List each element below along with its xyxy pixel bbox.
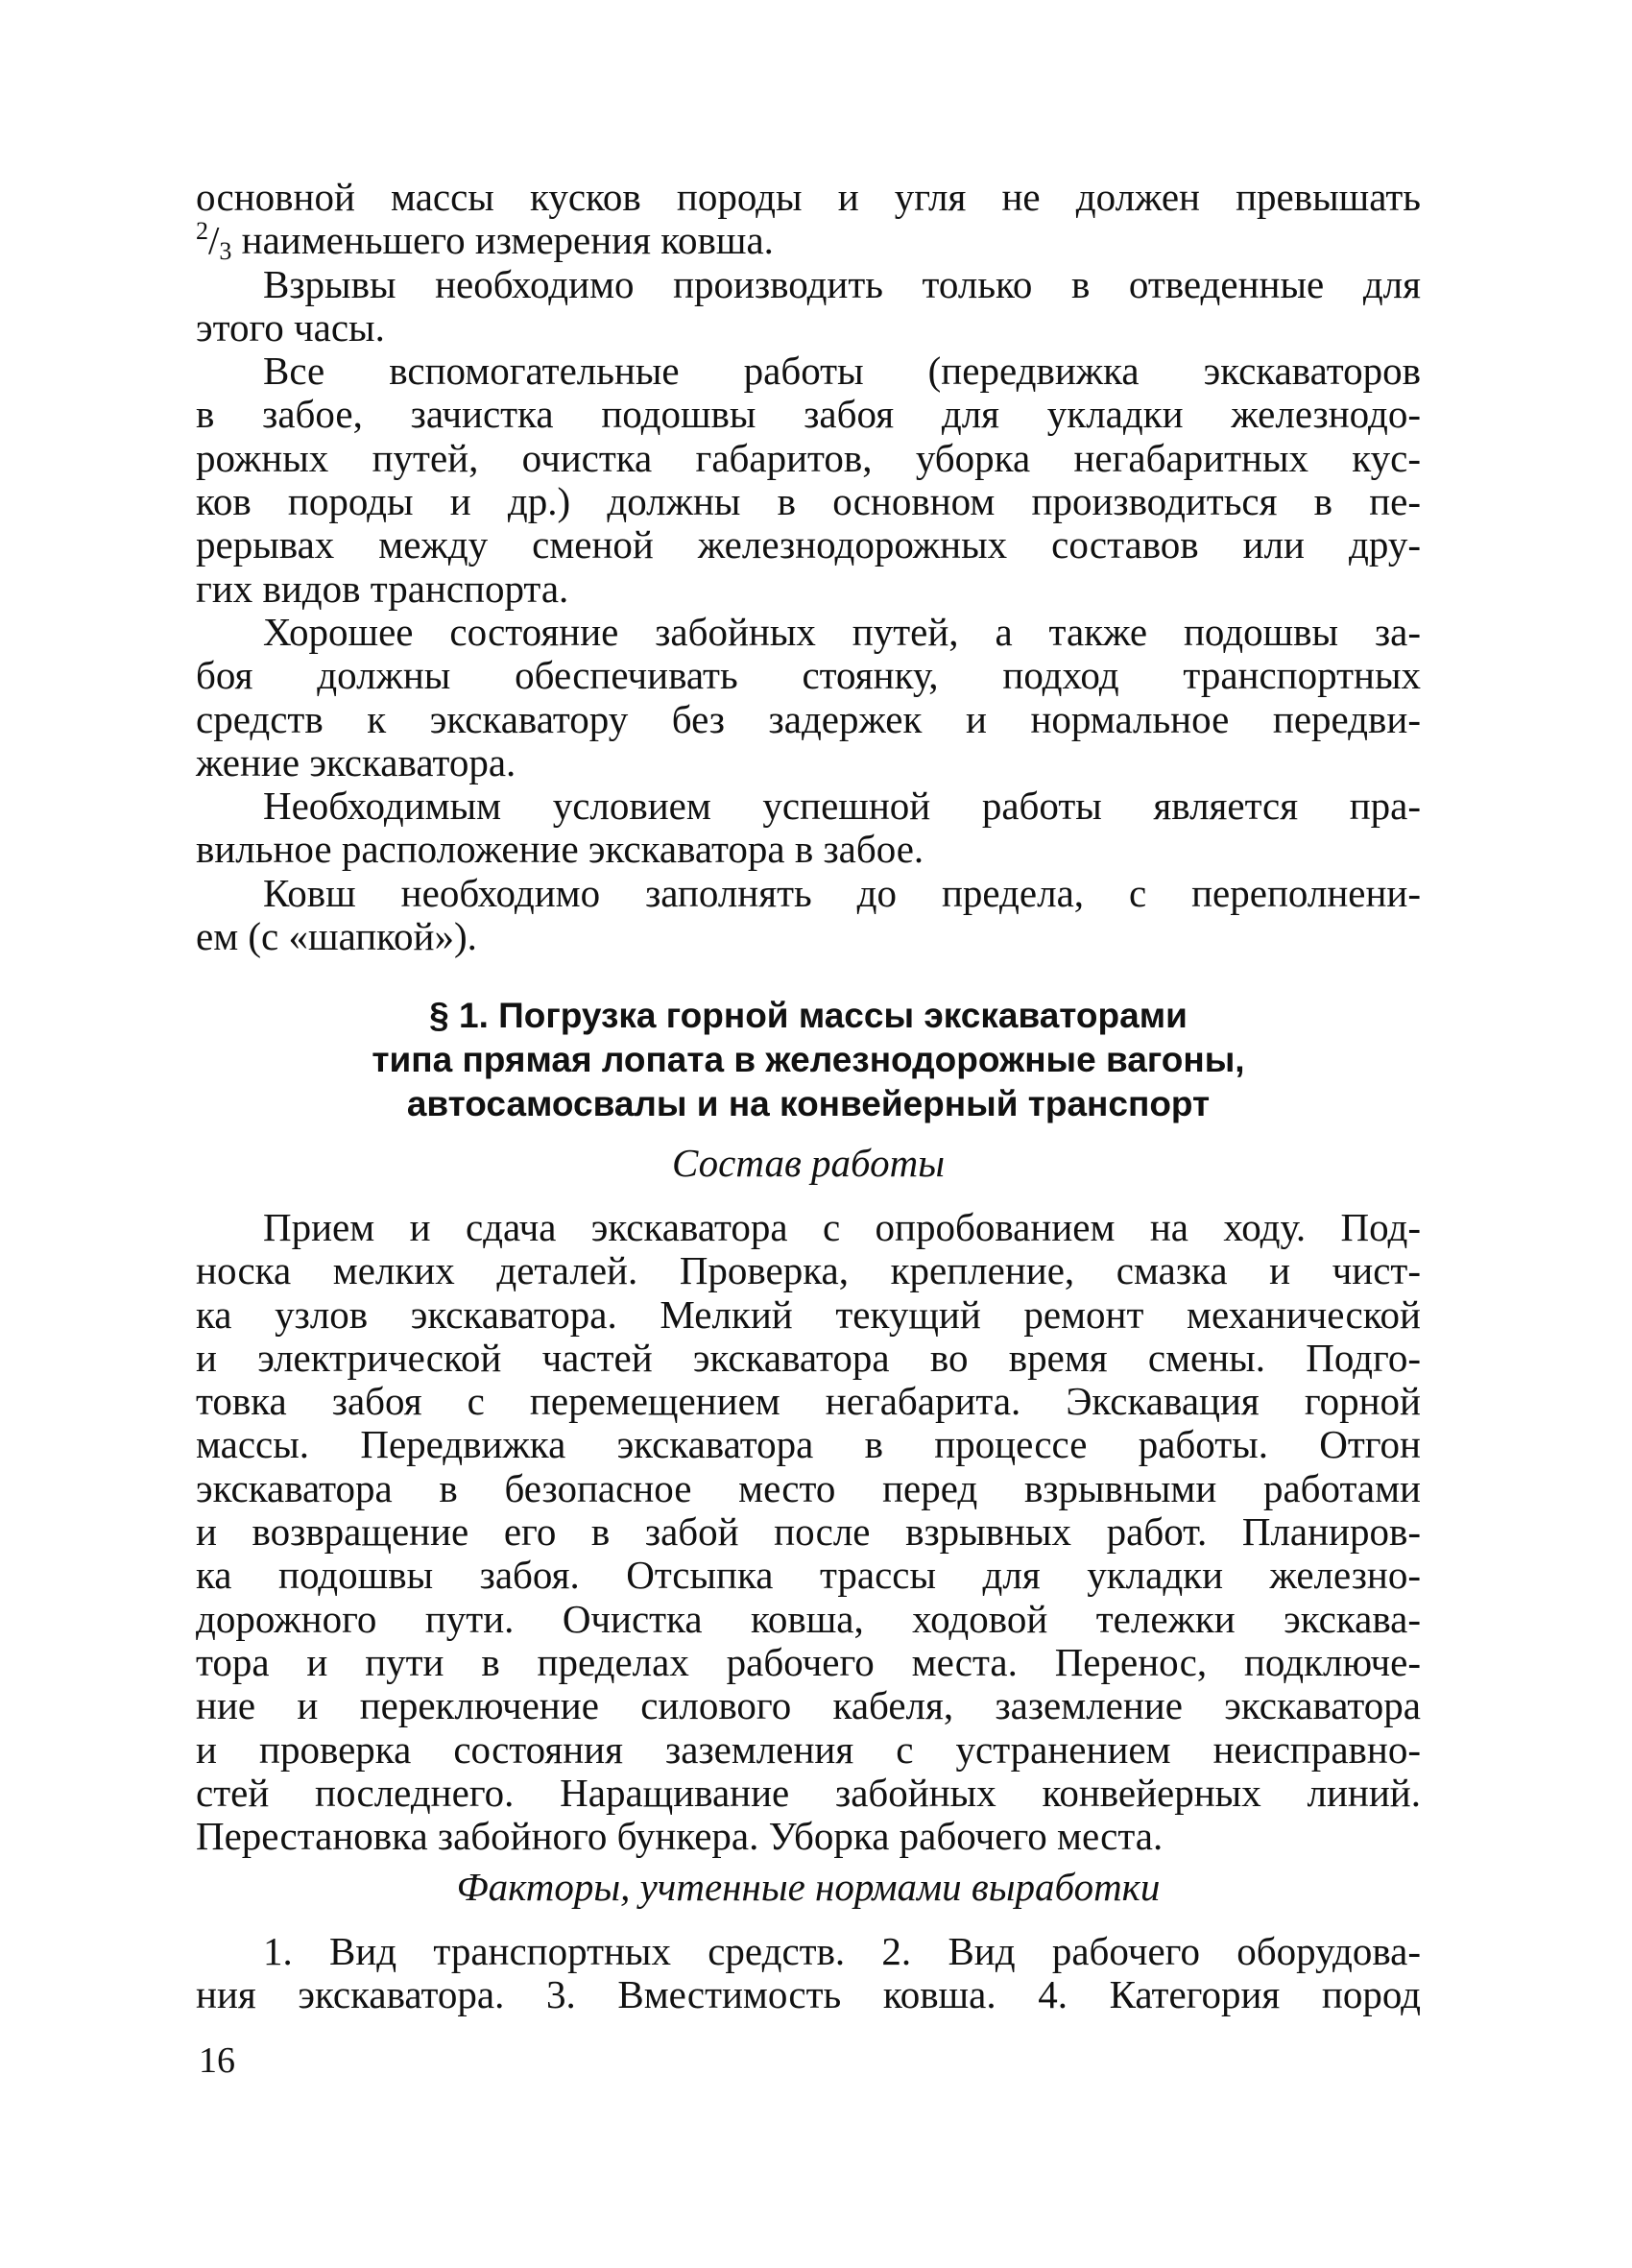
text-line: Перестановка забойного бункера. Уборка рабочего места. xyxy=(196,1814,1164,1859)
fraction-numerator: 2 xyxy=(196,217,208,246)
text-line: ем (с «шапкой»). xyxy=(196,914,477,959)
text-line: дорожного пути. Очистка ковша, ходовой тележки экскава- xyxy=(196,1596,1421,1641)
text-line: экскаватора в безопасное место перед взрывными работами xyxy=(196,1465,1421,1510)
composition-title-block xyxy=(196,1141,1421,1185)
factors-title-block xyxy=(196,1865,1421,1909)
text-line: ков породы и др.) должны в основном производиться в пе- xyxy=(196,479,1421,524)
text-line: рожных путей, очистка габаритов, уборка негабаритных кус- xyxy=(196,435,1421,480)
text-line: массы. Передвижка экскаватора в процессе работы. Отгон xyxy=(196,1422,1421,1467)
text-line: ние и переключение силового кабеля, заземление экскаватора xyxy=(196,1683,1421,1728)
composition-title: Состав работы xyxy=(672,1141,945,1185)
text-line: стей последнего. Наращивание забойных конвейерных линий. xyxy=(196,1770,1421,1815)
text-line: ка подошвы забоя. Отсыпка трассы для укладки железно- xyxy=(196,1553,1421,1598)
text-line: Ковш необходимо заполнять до предела, с переполнени- xyxy=(263,870,1421,915)
text-line: этого часы. xyxy=(196,304,385,350)
intro-section xyxy=(196,176,1421,958)
text-line: носка мелких деталей. Проверка, крепление, смазка и чист- xyxy=(196,1248,1421,1293)
text-line: товка забоя с перемещением негабарита. Экскавация горной xyxy=(196,1379,1421,1424)
text-line: гих видов транспорта. xyxy=(196,566,569,611)
text-line: Все вспомогательные работы (передвижка экскаваторов xyxy=(263,349,1421,394)
text-line: и электрической частей экскаватора во время смены. Подго- xyxy=(196,1335,1421,1380)
text-fragment: наименьшего измерения ковша. xyxy=(241,218,774,263)
text-line: вильное расположение экскаватора в забое. xyxy=(196,827,924,872)
text-line: тора и пути в пределах рабочего места. Перенос, подключе- xyxy=(196,1639,1421,1684)
fraction-denominator: 3 xyxy=(219,237,232,266)
text-line: Прием и сдача экскаватора с опробованием на ходу. Под- xyxy=(263,1205,1421,1249)
text-line: ка узлов экскаватора. Мелкий текущий ремонт механической xyxy=(196,1291,1421,1337)
factors-title: Факторы, учтенные нормами выработки xyxy=(456,1865,1161,1909)
text-line-fraction: $^2$/3 наименьшего измерения ковша. xyxy=(196,217,774,266)
section-heading-line: § 1. Погрузка горной массы экскаваторами xyxy=(429,996,1188,1035)
factors-section xyxy=(196,1930,1421,2017)
text-line: рерывах между сменой железнодорожных составов или дру- xyxy=(196,522,1421,567)
text-line: Необходимым условием успешной работы является пра- xyxy=(263,784,1421,829)
text-line: и проверка состояния заземления с устранением неисправно- xyxy=(196,1726,1421,1772)
page-number: 16 xyxy=(199,2040,235,2081)
text-line: Взрывы необходимо производить только в отведенные для xyxy=(263,261,1421,306)
composition-section xyxy=(196,1206,1421,1858)
text-line: средств к экскаватору без задержек и нормальное передви- xyxy=(196,696,1421,741)
section-heading-line: автосамосвалы и на конвейерный транспорт xyxy=(406,1084,1211,1123)
section-heading-line: типа прямая лопата в железнодорожные вагоны, xyxy=(372,1040,1245,1079)
text-line: в забое, зачистка подошвы забоя для укладки железнодо- xyxy=(196,392,1421,437)
text-line: Хорошее состояние забойных путей, а также подошвы за- xyxy=(263,609,1421,654)
text-line: жение экскаватора. xyxy=(196,739,516,784)
text-line: основной массы кусков породы и угля не должен превышать xyxy=(196,175,1421,219)
text-line: ния экскаватора. 3. Вместимость ковша. 4. Категория пород xyxy=(196,1972,1421,2017)
text-line: боя должны обеспечивать стоянку, подход транспортных xyxy=(196,653,1421,698)
text-line: и возвращение его в забой после взрывных работ. Планиров- xyxy=(196,1509,1421,1555)
text-line: 1. Вид транспортных средств. 2. Вид рабочего оборудова- xyxy=(263,1929,1421,1973)
section-heading xyxy=(196,994,1421,1126)
